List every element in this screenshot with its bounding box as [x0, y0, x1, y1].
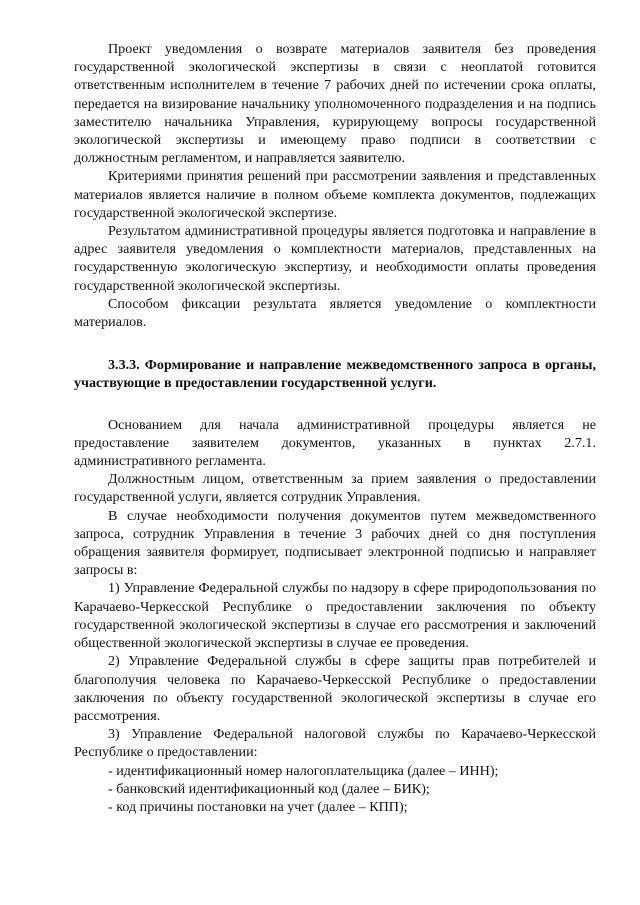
- paragraph: Должностным лицом, ответственным за прием заявления о предоставлении государственной услуги, является сотрудник Управления.: [74, 471, 596, 506]
- list-item-bullet: - код причины постановки на учет (далее – КПП);: [108, 798, 408, 815]
- spacer: [74, 393, 596, 416]
- list-item-numbered: 2) Управление Федеральной службы в сфере защиты прав потребителей и благополучия человека по Карачаево-Черкесской Республике о предоставлении заключения по объекту государственной экологической экспертизы в случае его рассмотрения.: [74, 653, 596, 724]
- list-item-numbered: 1) Управление Федеральной службы по надзору в сфере природопользования по Карачаево-Черкесской Республике о предоставлении заключения по объекту государственной экологической экспертизы в случае его рассмотрения и заключений общественной экологической экспертизы в случае ее проведения.: [74, 580, 596, 652]
- list-item-bullet: - банковский идентификационный код (далее – БИК);: [108, 780, 430, 797]
- paragraph: Проект уведомления о возврате материалов заявителя без проведения государственной экологической экспертизы в связи с неоплатой готовится ответственным исполнителем в течение 7 рабочих дней по истечении срока оплаты, передается на визирование начальнику уполномоченного подразделения и на подпись заместителю начальника Управления, курирующему вопросы государственной экологической экспертизы и имеющему право подписи в соответствии с должностным регламентом, и направляется заявителю.: [74, 41, 596, 167]
- paragraph: Результатом административной процедуры является подготовка и направление в адрес заявителя уведомления о комплектности материалов, представленных на государственную экологическую экспертизу, и необходимости оплаты проведения государственной экологической экспертизы.: [74, 223, 596, 294]
- spacer: [74, 331, 596, 356]
- list-item-numbered: 3) Управление Федеральной налоговой службы по Карачаево-Черкесской Республике о предоставлении:: [74, 726, 596, 761]
- list-item-bullet: - идентификационный номер налогоплательщика (далее – ИНН);: [108, 762, 499, 779]
- document-page: [74, 40, 596, 816]
- paragraph: Основанием для начала административной процедуры является не предоставление заявителем документов, указанных в пунктах 2.7.1. административного регламента.: [74, 416, 596, 470]
- paragraph: Критериями принятия решений при рассмотрении заявления и представленных материалов является наличие в полном объеме комплекта документов, подлежащих государственной экологической экспертизе.: [74, 168, 596, 221]
- section-heading: 3.3.3. Формирование и направление межведомственного запроса в органы, участвующие в предоставлении государственной услуги.: [74, 357, 596, 392]
- paragraph: В случае необходимости получения документов путем межведомственного запроса, сотрудник Управления в течение 3 рабочих дней со дня поступления обращения заявителя формирует, подписывает электронной подписью и направляет запросы в:: [74, 507, 596, 579]
- paragraph: Способом фиксации результата является уведомление о комплектности материалов.: [74, 295, 596, 331]
